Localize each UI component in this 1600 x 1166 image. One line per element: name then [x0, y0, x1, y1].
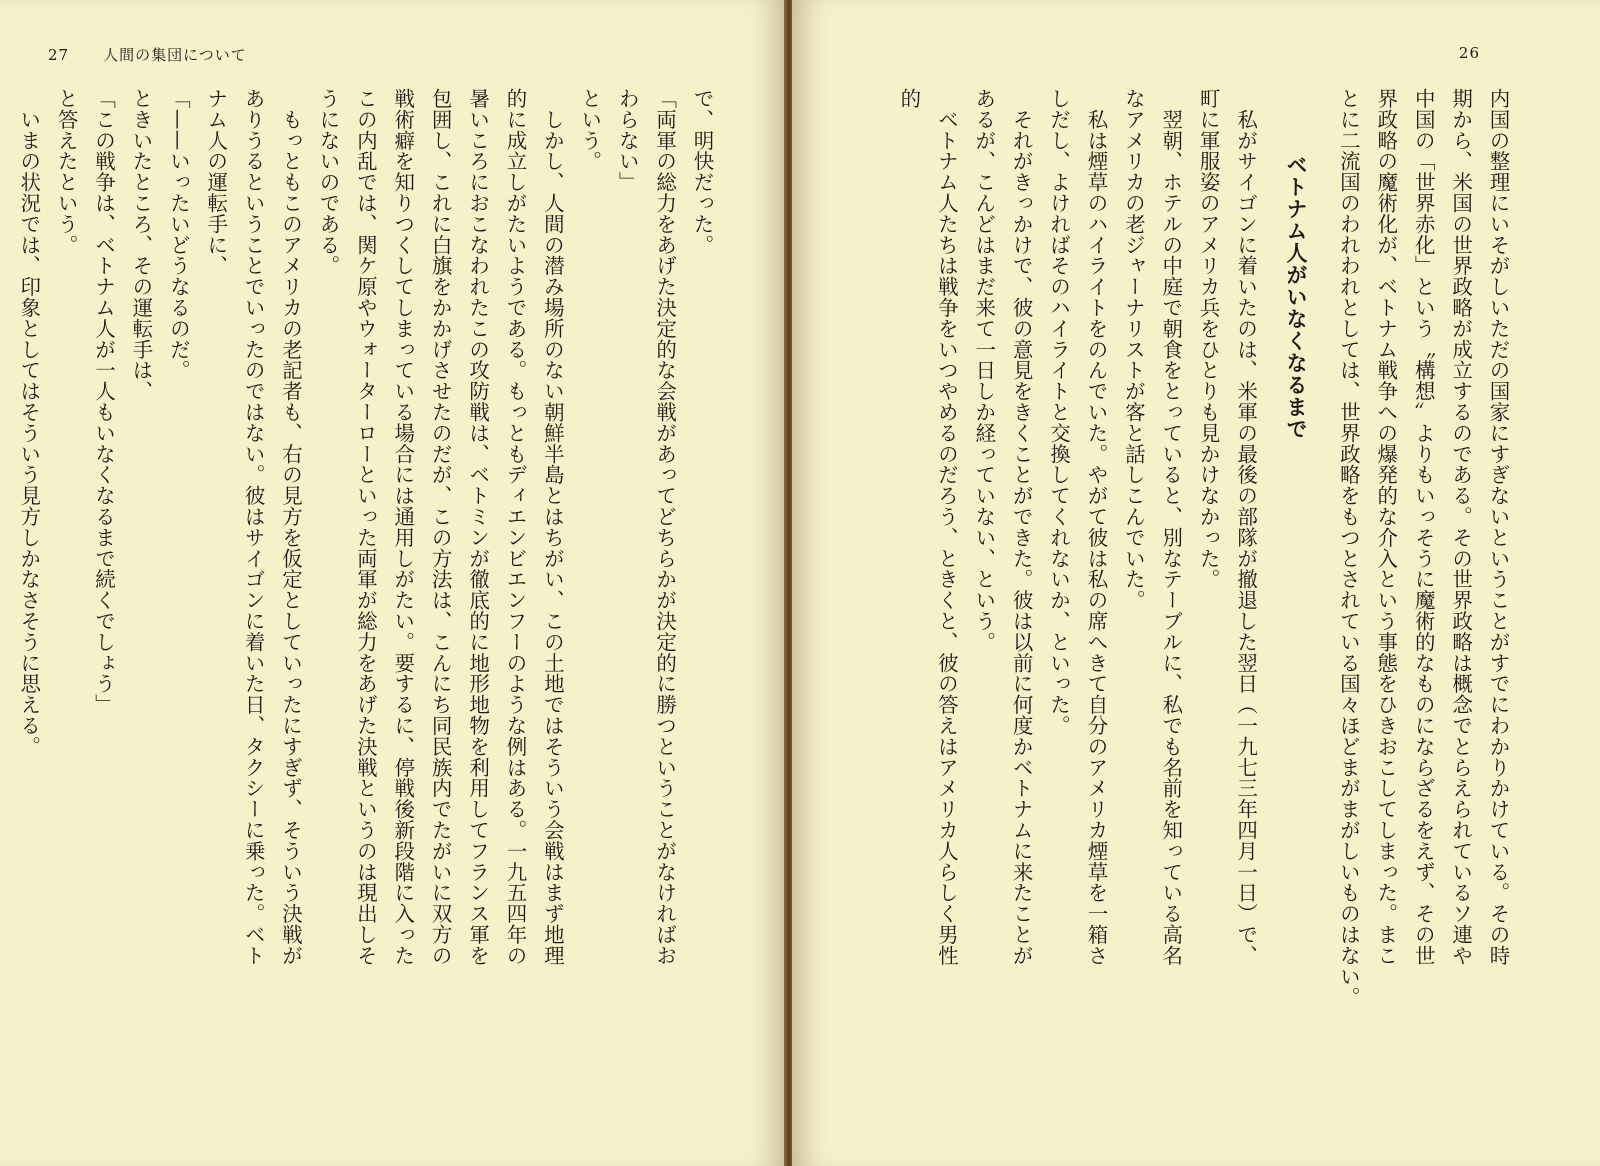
right-page: [792, 0, 1600, 1166]
text-line: それがきっかけで、彼の意見をきくことができた。彼は以前に何度かベトナムに来たことが: [1009, 88, 1034, 966]
text-line: 暑いころにおこなわれたこの攻防戦は、ベトミンが徹底的に地形地物を利用してフランス軍を: [465, 88, 490, 966]
text-line: 期から、米国の世界政略が成立するのである。その世界政略は概念でとらえられているソ連や: [1448, 88, 1473, 966]
text-line: わらない」: [615, 88, 640, 193]
text-line: という。: [577, 88, 602, 172]
text-line: とに二流国のわれわれとしては、世界政略をもつとされている国々ほどまがまがしいものはない。: [1336, 88, 1361, 1008]
right-page-number: 26: [1458, 44, 1480, 62]
text-line: 町に軍服姿のアメリカ兵をひとりも見かけなかった。: [1196, 88, 1221, 590]
text-line: 内国の整理にいそがしいただの国家にすぎないということがすでにわかりかけている。その時: [1486, 88, 1510, 966]
text-line: ときいたところ、その運転手は、: [128, 88, 153, 402]
left-page-number: 27: [48, 46, 70, 64]
text-line: 的に成立しがたいようである。もっともディエンビエンフーのような例はある。一九五四年の: [502, 88, 527, 966]
text-line: 的: [896, 88, 921, 109]
text-line: ナム人の運転手に、: [203, 88, 228, 277]
text-line: しかし、人間の潜み場所のない朝鮮半島とはちがい、この土地ではそういう会戦はまず地理: [540, 88, 565, 966]
section-heading: ベトナム人がいなくなるまで: [1283, 154, 1309, 440]
text-line: うにないのである。: [315, 88, 340, 277]
text-line: あるが、こんどはまだ来て一日しか経っていない、という。: [971, 88, 996, 653]
running-title: 人間の集団について: [103, 46, 247, 64]
text-line: 私がサイゴンに着いたのは、米軍の最後の部隊が撤退した翌日（一九七三年四月一日）で、: [1233, 88, 1258, 966]
text-line: この内乱では、関ケ原やウォーターローといった両軍が総力をあげた決戦というのは現出しそ: [353, 88, 378, 966]
text-line: なアメリカの老ジャーナリストが客と話しこんでいた。: [1121, 88, 1146, 611]
text-line: いまの状況では、印象としてはそういう見方しかなさそうに思える。: [16, 88, 41, 757]
left-page-text: [16, 88, 720, 1088]
text-line: 私は煙草のハイライトをのんでいた。やがて彼は私の席へきて自分のアメリカ煙草を一箱さ: [1083, 88, 1108, 966]
text-line: しだし、よければそのハイライトと交換してくれないか、といった。: [1046, 88, 1071, 736]
text-line: 「——いったいどうなるのだ。: [166, 88, 191, 381]
left-page: [0, 0, 786, 1166]
text-line: ベトナム人たちは戦争をいつやめるのだろう、ときくと、彼の答えはアメリカ人らしく男性: [934, 88, 959, 966]
text-line: と答えたという。: [54, 88, 79, 256]
text-line: 界政略の魔術化が、ベトナム戦争への爆発的な介入という事態をひきおこしてしまった。まこ: [1373, 88, 1398, 966]
text-line: 中国の「世界赤化」という〝構想〟よりもいっそうに魔術的なものにならざるをえず、その世: [1411, 88, 1436, 966]
text-line: もっともこのアメリカの老記者も、右の見方を仮定としていったにすぎず、そういう決戦が: [278, 88, 303, 966]
text-line: 包囲し、これに白旗をかかげさせたのだが、この方法は、こんにち同民族内でたがいに双方の: [428, 88, 453, 966]
text-line: 戦術癖を知りつくしてしまっている場合には通用しがたい。要するに、停戦後新段階に入った: [390, 88, 415, 966]
text-line: 翌朝、ホテルの中庭で朝食をとっていると、別なテーブルに、私でも名前を知っている高名: [1158, 88, 1183, 966]
text-line: 「この戦争は、ベトナム人が一人もいなくなるまで続くでしょう」: [91, 88, 116, 715]
text-line: で、明快だった。: [690, 88, 714, 256]
text-line: ありうるということでいったのではない。彼はサイゴンに着いた日、タクシーに乗った。ベト: [241, 88, 266, 966]
right-page-text: [816, 88, 1516, 1088]
left-page-header: [48, 44, 247, 65]
text-line: 「両軍の総力をあげた決定的な会戦があってどちらかが決定的に勝つということがなければお: [652, 88, 677, 966]
